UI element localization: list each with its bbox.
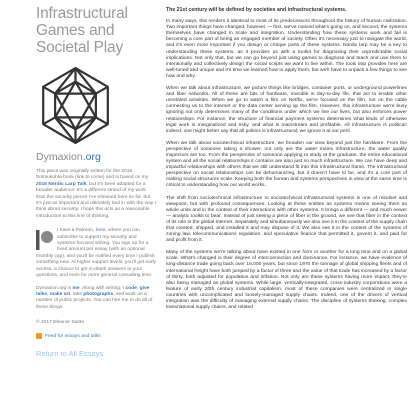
paragraph: The shift from sociotechnical infrastructure to sociotechnical infrastructural systems is one of mindset and viewpoint, but with profound consequences. Looking at these entities as systems means seeing them as whole units and in the context of their interactions with other systems. It brings a different — and much newer — analytic toolkit to bear. Instead of just seeing a piece of fiber in the ground, we see that fiber in the context of its role in the global Internet. Separately and simultaneously we also see it in the context of the supply chain that created, shipped, and installed it and may dispose of it. We also see it in the context of the systems of zoning law, telecommunications regulation, and speculative finance that permitted it, govern it, and paid for and profit from it. [166, 195, 407, 244]
photographs-link[interactable]: photographs [83, 291, 114, 297]
site-name-main: Dymaxion [36, 151, 83, 163]
site-name-tld: .org [82, 151, 101, 163]
patron-text-post: , where you can subscribe to support my security and systems-focused writing. You sign up for a fixed amount per essay (with an optional monthly cap), and you'll be notified every time I publish something new. At higher support levels, you'll get early access, a chance to get in-depth answers to your questions, and even for more general consulting time. [36, 228, 157, 279]
essay-body [166, 7, 407, 317]
rss-icon [36, 333, 42, 339]
me-link[interactable]: me [72, 285, 80, 291]
blurb-text-post: , but it's been adapted for a broader audience. It's a different strand of my work than the security pieces I've released here so far, but it's just as important and ultimately tied in with the way I think about security. I hope this acts as a reasonable introduction to this line of thinking. [36, 181, 156, 219]
paragraph: When we talk about infrastructure, we picture things like bridges, container ports, or underground powerlines and fiber networks. All of these are bits of hardware, invisible in day-to-day life, that act to enable other unrelated activities. When we go to watch a film on Netflix, we're focused on the film, not on the cable connecting us to the internet or the data center serving up the film. However, this infrastructure we're busy ignoring not only determines many of the conditions under which we live our lives, but also enforces power relationships. For instance, the structure of financial payment systems determines what kinds of otherwise legal work is marginalized and risky, and what is mainstream and profitable. All infrastructure is political; indeed, one might better say that all politics is infrastructural, we ignore it at our peril. [166, 86, 407, 134]
about-links [36, 286, 156, 312]
talks-link[interactable]: give talks [36, 285, 150, 297]
links-text-3: , [136, 285, 140, 291]
lead-sentence: The 21st century will be defined by societies and infrastructural systems. [166, 7, 347, 13]
sidebar [0, 0, 157, 415]
return-to-essays-link[interactable]: Return to All Essays [36, 349, 104, 359]
essay-title: Infrastructural Games and Societal Play [36, 5, 128, 56]
art-link[interactable]: make art [49, 291, 70, 297]
links-text-4: , [47, 291, 50, 297]
patron-text-pre: I have a Patreon, [57, 228, 96, 234]
feed-label: Feed for essays and talks [45, 333, 101, 339]
site-name[interactable] [36, 151, 152, 163]
paragraph: Many of the systems we're talking about have existed in one form or another for a long time and on a global scale. What's changed is their degree of interconnection and dominance. For instance, we have evidence of long-distance trade going back over 16,000 years, but since 1970 the tonnage of global shipping fleets and of international freight have both jumped by a factor of three and the value of that trade has increased by a factor of thirty, both adjusted for population and inflation. Not only are these systems having more impact, they're also being managed as global systems. While large, vertically-integrated, cross-industry corporations were a feature of early 20th century industrial capitalism, most of these companies were centralized in single countries with uncomplicated and loosely-managed supply chains. Indeed, one of the drivers of vertical integration was the difficulty of managing external supply chains. The discipline of systems thinking, complex transnational supply chains, and related [166, 250, 407, 311]
links-text-6: , and work on a number of public projects. You can hire me to do all of these things. [36, 291, 153, 310]
code-link[interactable]: code [125, 285, 137, 291]
dymaxion-logo-icon[interactable] [33, 63, 118, 148]
blurb-text-pre: This piece was originally written for the 2016 Solmukohta book (link to come) and is based on my [36, 169, 149, 181]
patreon-icon[interactable] [36, 229, 53, 251]
links-text-1: Dymaxion.org is [36, 285, 73, 291]
copyright: © 2017 Eleanor Saitta [36, 320, 84, 326]
links-text-5: , take [70, 291, 84, 297]
essay-blurb [36, 169, 156, 220]
links-text-2: . Along with writing, I [79, 285, 126, 291]
feed-link[interactable] [36, 333, 152, 339]
paragraph: When we talk about sociotechnical infrastructure, we broaden our view beyond just the hardware. From the perspective of someone taking a shower, not only are the water mains infrastructure, the water quality inspectors are too. From the perspective of someone applying to study at the graduate, the entire educational system and all the social relationships it contains are also just so much infrastructure. We can have deep and impactful relationships with others that we still understand fit into this infrastructural frame. The infrastructural perspective on social relationships can be dehumanizing, but it doesn't have to be, and it's a core part of making social structures scale. Keeping both the human and systems perspectives in view at the same time is critical to understanding how our world works. [166, 140, 407, 189]
patreon-note [36, 228, 156, 279]
paragraph: In many ways, this renders it identical to most of its predecessors throughout the history of human civilization. Two important things have changed, however — first, we've noticed what's going on, and second, the systems themselves have changed in scale and integration. Understanding how these systems work and fail is becoming a core part of being an engaged member of society. Often it's necessary just to navigate the world, and it's even more important if you design or critique parts of these systems. Nordic larp may be a key to understanding these systems, as it provides us with a toolkit for diagnosing their unpredictable social implications. Not only that, but we can go beyond just using games to diagnose and teach and use them to intentionally and collectively design the social scripts we want to live within. The tools larp provides here are well-tuned and unique and it's time we learned how to apply them, but we'll have to unpack a few things to see how and why. [166, 19, 407, 79]
patreon-link[interactable]: here [95, 228, 106, 234]
nordic-larp-talk-link[interactable]: 2015 Nordic Larp Talk [36, 181, 87, 187]
